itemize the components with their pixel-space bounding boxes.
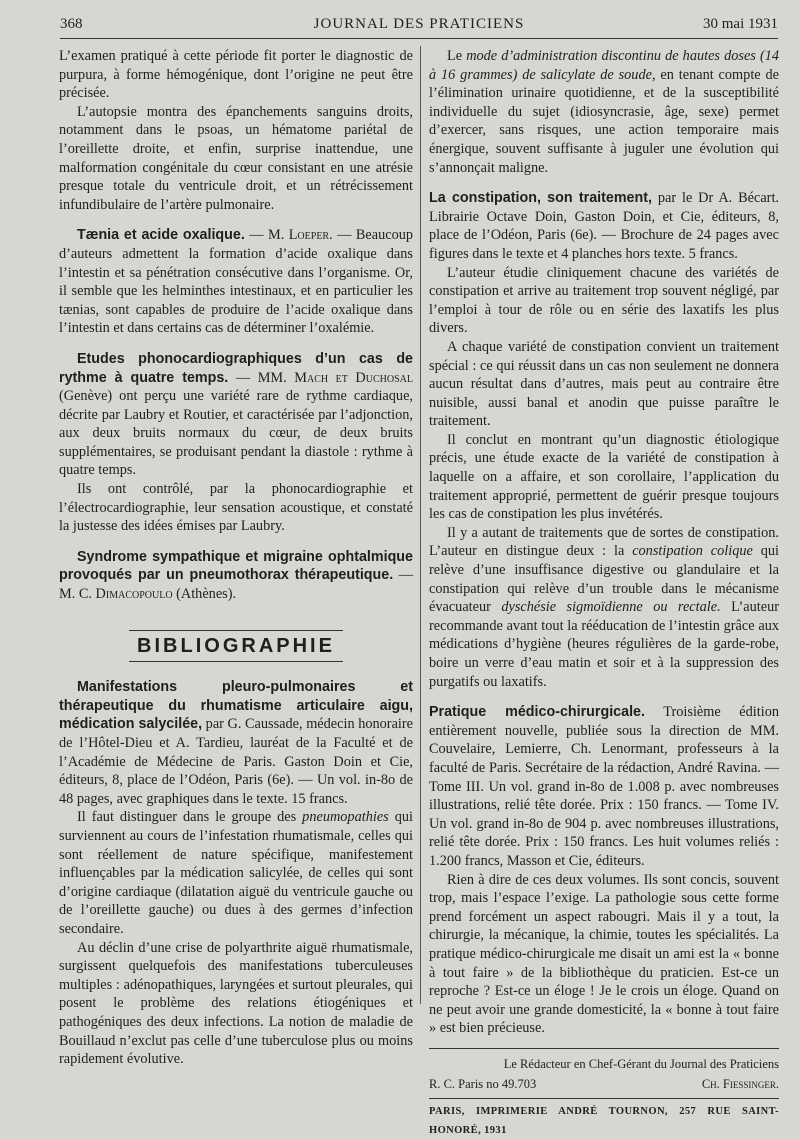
article-place: (Athènes). (176, 586, 237, 603)
review-pratique (429, 703, 779, 870)
review-title: Pratique médico-chirurgicale. (429, 704, 645, 721)
paragraph: Il conclut en montrant qu’un diagnostic étiologique précis, une étude exacte de la variété de constipation à laquelle on a affaire, et son corollaire, l’application du traitement approprié, permettent de guérir presque toujours les cas de constipation les plus invétérés. (429, 431, 779, 523)
text-span: Le (447, 48, 463, 64)
review-title: La constipation, son traitement, (429, 190, 652, 207)
emphasis: pneumopathies (302, 809, 389, 826)
article-author: — M. C. Dimacopoulo (59, 567, 414, 603)
paragraph: L’examen pratiqué à cette période fit porter le diagnostic de purpura, à forme hémogénique, dont l’origine ne peut être précisée. (59, 48, 413, 102)
journal-title: JOURNAL DES PRATICIENS (313, 16, 525, 32)
review-text: par le Dr A. Bécart. Librairie Octave Doin, Gaston Doin, et Cie, éditeurs, 8, place de l’Odéon, Paris (6e). — Brochure de 24 pages avec figures dans le texte et 4 planches hors texte. 5 francs. (429, 190, 779, 262)
bibliographie-heading: BIBLIOGRAPHIE (137, 634, 335, 657)
page-number: 368 (60, 16, 83, 32)
paragraph: Rien à dire de ces deux volumes. Ils sont concis, souvent trop, mais l’espace l’exige. La pathologie sous cette forme prend forcément un aspect rabougri. Mais il y a tout, la chirurgie, la mécanique, la chimie, toutes les spécialités. La pratique médico-chirurgicale me disait un ami est la « bonne à tout faire » de la bibliothèque du praticien. Est-ce un reproche ? Est-ce un éloge ! Je le crois un éloge. Quand on ne peut avoir une grande domesticité, la « bonne à tout faire » est bien précieuse. (429, 871, 779, 1037)
article-title: Etudes phonocardiographiques d’un cas de rythme à quatre temps. (59, 350, 413, 386)
redacteur-line: Le Rédacteur en Chef-Gérant du Journal des Praticiens (503, 1056, 779, 1071)
paragraph (429, 47, 779, 177)
paragraph (429, 524, 779, 691)
article-author: — MM. Mach et Duchosal (235, 369, 413, 386)
text-span: en tenant compte de l’élimination urinaire quotidienne, et de la susceptibilité individuelle du sujet (idiosyncrasie, âge, sexe) permet d’exercer, sans risques, une action temporaire mais énergique, souvent suffisante à juguler une évolution qui s’annonçait maligne. (429, 66, 780, 176)
review-manifestations (59, 678, 413, 808)
paragraph: L’auteur étudie cliniquement chacune des variétés de constipation et arrive au traitement trop souvent négligé, par l’emploi à tour de rôle ou en série des laxatifs les plus divers. (429, 264, 779, 337)
printer-line: PARIS, IMPRIMERIE ANDRÉ TOURNON, 257 RUE SAINT-HONORÉ, 1931 (429, 1106, 779, 1136)
text-span: qui relève d’une insuffisance digestive ou glandulaire et la constipation qui relève d’un trouble dans le mécanisme évacuateur (429, 543, 780, 616)
signature-line (429, 1075, 779, 1094)
heading-rule (129, 661, 343, 662)
review-title: Manifestations pleuro-pulmonaires et thérapeutique du rhumatisme articulaire aigu, médication salycilée, (59, 679, 413, 733)
emphasis: dyschésie sigmoïdienne ou rectale. (501, 599, 721, 616)
text-span: Il y a autant de traitements que de sortes de constipation. L’auteur en distingue deux : la (429, 524, 779, 560)
article-syndrome (59, 548, 413, 604)
section-heading (59, 630, 413, 663)
editor-signature: Ch. Fiessinger. (701, 1077, 779, 1092)
emphasis: mode d’administration discontinu de hautes doses (14 à 16 grammes) de salicylate de soude, (429, 48, 779, 83)
column-divider (420, 46, 421, 1004)
emphasis: constipation colique (632, 543, 753, 560)
article-author: — M. Loeper. (249, 227, 333, 244)
article-text: (Genève) ont perçu une variété rare de rythme cardiaque, décrite par Laubry et Routier, et caractérisée par l’adjonction, aux deux bruits normaux du cœur, de deux bruits supplémentaires, se produisant pendant la diastole : rythme à quatre temps. (59, 388, 413, 479)
text-span: qui surviennent au cours de l’infestation rhumatismale, celles qui sont réellement de nature spécifique, manifestement influençables par la médication salicylée, de celles qui sont d’origine cardiaque (dilatation aiguë du ventricule gauche ou de l’oreillette gauche) ou dues à des germes d’infection secondaire. (59, 809, 413, 937)
paragraph: A chaque variété de constipation convient un traitement spécial : ce qui réussit dans un cas non seulement ne donnera aucun résultat dans d’autres, mais peut au contraire être nuisible, aussi banal et anodin que puisse paraître le traitement. (429, 338, 779, 430)
text-span: Il faut distinguer dans le groupe des (77, 809, 297, 826)
review-constipation (429, 189, 779, 263)
paragraph: Au déclin d’une crise de polyarthrite aiguë rhumatismale, surgissent quelquefois des manifestations tuberculeuses multiples : adénopathiques, laryngées et surtout pleurales, qui posent le problème des relations étiogéniques et pathogéniques des deux infections. La notion de maladie de Bouillaud n’exclut pas celle d’une tuberculose plus ou moins rapidement évolutive. (59, 939, 413, 1068)
paragraph (59, 808, 413, 938)
page-header (60, 14, 778, 39)
left-column (59, 47, 413, 1069)
article-phono (59, 350, 413, 480)
paragraph: Ils ont contrôlé, par la phonocardiographie et l’électrocardiographie, leur sensation acoustique, et constaté la justesse des idées émises par Laubry. (59, 481, 413, 535)
footer-rule (429, 1098, 779, 1099)
article-text: — Beaucoup d’auteurs admettent la formation d’acide oxalique dans l’intestin et sa pénétration consécutive dans l’organisme. Or, il semble que les helminthes intestinaux, et en particulier les tænias, sont capables de produire de l’acide oxalique dans l’intestin et dans certains cas de déterminer l’oxalémie. (59, 227, 414, 337)
footer-rule (429, 1048, 779, 1049)
heading-rule (129, 630, 343, 631)
text-span: L’auteur recommande avant tout la rééducation de l’intestin grâce aux médications d’hygiène (heures régulières de la garde-robe, boire un verre d’eau matin et soir et à la suppression des purgatifs ou laxatifs. (429, 599, 779, 690)
article-title: Syndrome sympathique et migraine ophtalmique provoqués par un pneumothorax thérapeutique. (59, 548, 413, 584)
right-column (429, 47, 779, 1140)
review-text: par G. Caussade, médecin honoraire de l’Hôtel-Dieu et A. Tardieu, lauréat de la Faculté et de l’Académie de Médecine de Paris. Gaston Doin et Cie, éditeurs, 8, place de l’Odéon, Paris (6e). — Un vol. in-8o de 48 pages, avec graphiques dans le texte. 15 francs. (59, 716, 413, 807)
paragraph: L’autopsie montra des épanchements sanguins droits, notamment dans le psoas, un hématome pariétal de l’oreillette droite, et enfin, surprise inattendue, une malformation congénitale du cœur consistant en une atrésie presque totale du ventricule droit, et un rétrécissement infundibulaire de l’artère pulmonaire. (59, 103, 413, 213)
rc-number: R. C. Paris no 49.703 (429, 1077, 537, 1092)
review-text: Troisième édition entièrement nouvelle, publiée sous la direction de MM. Couvelaire, Lemierre, Ch. Lenormant, professeurs à la faculté de Paris. Secrétaire de la rédaction, André Ravina. — Tome III. Un vol. grand in-8o de 1.008 p. avec nombreuses illustrations, relié tête dorée. Prix : 150 francs. — Tome IV. Un vol. grand in-8o de 904 p. avec nombreuses illustrations, relié tête dorée. Prix : 150 francs. Les huit volumes reliés : 1.200 francs, Masson et Cie, éditeurs. (429, 704, 779, 869)
issue-date: 30 mai 1931 (703, 16, 778, 32)
article-title: Tænia et acide oxalique. (77, 227, 245, 244)
article-taenia (59, 226, 413, 338)
